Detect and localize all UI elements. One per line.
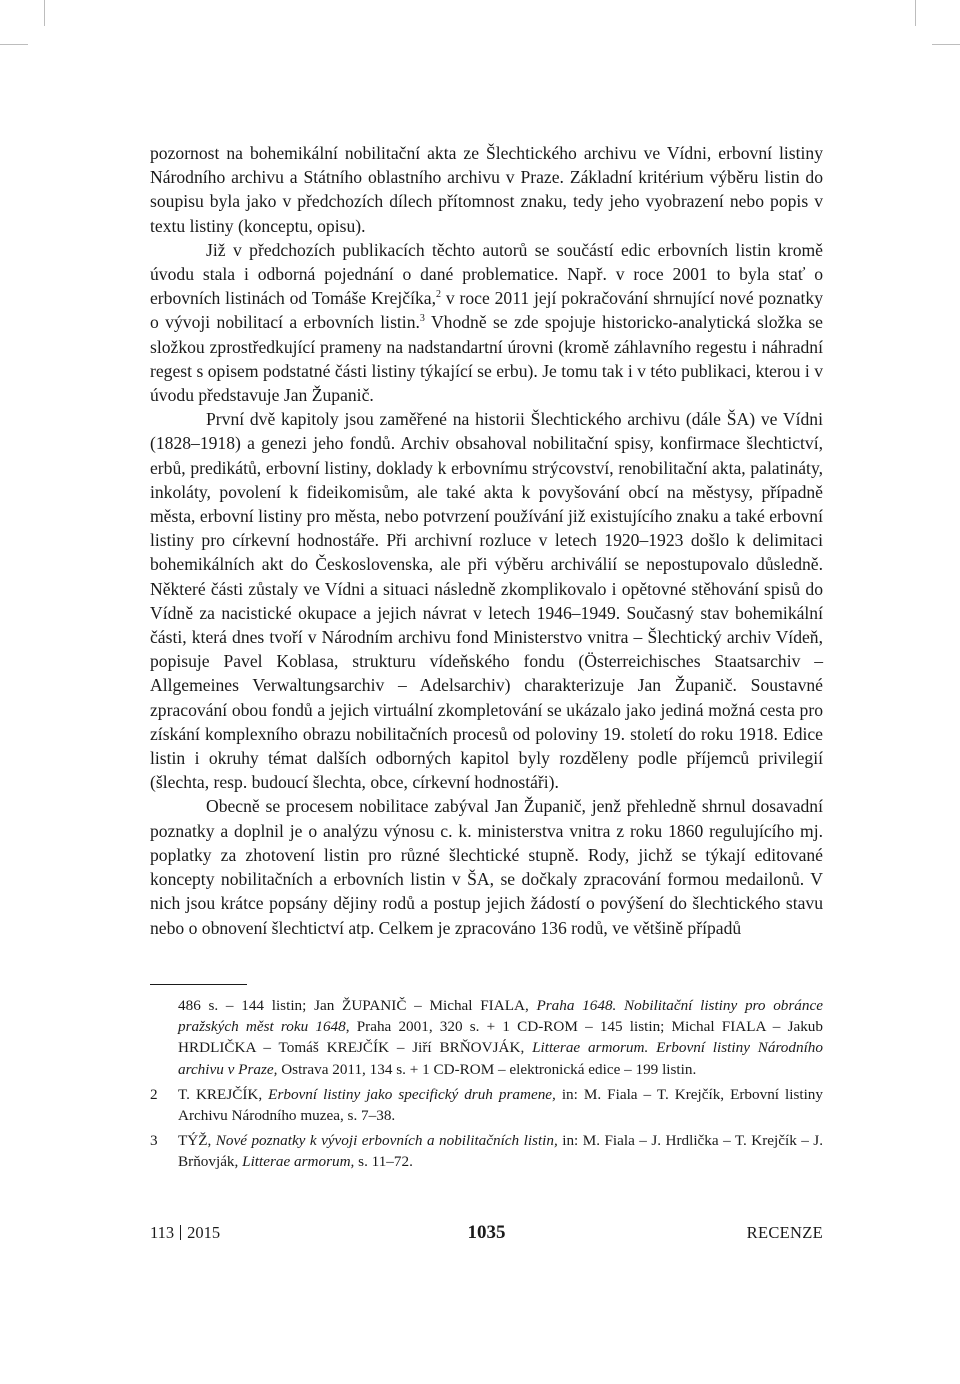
footnote-3: 3 TÝŽ, Nové poznatky k vývoji erbovních a nobilitačních listin, in: M. Fiala – J. Hrdlička – T. Krejčík – J. Brňovják, Litterae armorum, s. 11–72.	[150, 1132, 823, 1171]
footnotes	[150, 995, 823, 1177]
crop-mark-top-left	[0, 44, 28, 45]
footnote-ref-2[interactable]: 2	[436, 289, 442, 301]
paragraph-4: Obecně se procesem nobilitace zabýval Jan Županič, jenž přehledně shrnul dosavadní poznatky a doplnil je o analýzu výnosu c. k. ministerstva vnitra z roku 1860 regulujícího mj. poplatky za zhotovení listin pro různé šlechtické stupně. Rody, jichž se týkají editované koncepty nobilitačních a erbovních listin v ŠA, se dočkaly zpracování formou medailonů. V nich jsou krátce popsány dějiny rodů a postup jejich žádostí o povýšení do šlechtického stavu nebo o obnovení šlechtictví atp. Celkem je zpracováno 136 rodů, ve většině případů	[150, 796, 823, 938]
page-footer	[150, 1219, 823, 1249]
footnote-ref-3[interactable]: 3	[419, 313, 425, 325]
issue-info: 113 2015	[150, 1223, 221, 1242]
footnote-number: 2	[150, 1085, 158, 1103]
footnote-number: 3	[150, 1132, 158, 1150]
footnote-2: 2 T. KREJČÍK, Erbovní listiny jako specifický druh pramene, in: M. Fiala – T. Krejčík, Erbovní listiny Archivu Národního muzea, s. 7–38.	[150, 1085, 823, 1125]
paragraph-1: pozornost na bohemikální nobilitační akta ze Šlechtického archivu ve Vídni, erbovní listiny Národního archivu a Státního oblastního archivu v Praze. Základní kritérium výběru listin do soupisu byla jako v předchozích dílech přítomnost znaku, tedy jeho vyobrazení nebo popis v textu listiny (konceptu, opisu).	[150, 143, 823, 236]
crop-mark-top-right-v	[915, 0, 916, 26]
footnote-continuation: 486 s. – 144 listin; Jan ŽUPANIČ – Michal FIALA, Praha 1648. Nobilitační listiny pro obránce pražských měst roku 1648, Praha 2001, 320 s. + 1 CD-ROM – 145 listin; Michal FIALA – Jakub HRDLIČKA – Tomáš KREJČÍK – Jiří BRŇOVJÁK, Litterae armorum. Erbovní listiny Národního archivu v Praze, Ostrava 2011, 134 s. + 1 CD-ROM – elektronická edice – 199 listin.	[178, 997, 823, 1078]
main-text	[150, 141, 823, 940]
paragraph-3: První dvě kapitoly jsou zaměřené na historii Šlechtického archivu (dále ŠA) ve Vídni (1828–1918) a genezi jeho fondů. Archiv obsahoval nobilitační spisy, konfirmace šlechtictví, erbů, predikátů, erbovní listiny, doklady k erbovnímu strýcovství, renobilitační akta, palatináty, inkoláty, povolení k fideikomisům, ale také akta k povyšování obcí na městysy, případně města, erbovní listiny pro města, nebo potvrzení používání již existujícího znaku a také erbovní listiny pro církevní hodnostáře. Při archivní rozluce v letech 1920–1923 došlo k delimitaci bohemikálních akt do Československa, ale při výběru archiválií se nepostupovalo důsledně. Některé části zůstaly ve Vídni a situaci následně zkomplikovalo i opětovné stěhování spisů do Vídně za nacistické okupace a jejich návrat v letech 1946–1949. Současný stav bohemikální části, která dnes tvoří v Národním archivu fond Ministerstvo vnitra – Šlechtický archiv Vídeň, popisuje Pavel Koblasa, strukturu vídeňského fondu (Österreichisches Staatsarchiv – Allgemeines Verwaltungsarchiv – Adelsarchiv) charakterizuje Jan Županič. Soustavné zpracování obou fondů a jejich virtuální zkompletování se ukázalo jako jediná možná cesta pro získání komplexního obrazu nobilitačních procesů od poloviny 19. století do roku 1918. Edice listin i okruhy témat dalších odborných kapitol byly rozděleny podle příjemců privilegií (šlechta, resp. budoucí šlechta, obce, církevní hodnostáři).	[150, 409, 823, 793]
crop-mark-top-left-v	[44, 0, 45, 26]
footnote-divider	[150, 984, 247, 985]
crop-mark-top-right	[932, 44, 960, 45]
paragraph-2: Již v předchozích publikacích těchto autorů se součástí edic erbovních listin kromě úvodu stala i odborná pojednání o dané problematice. Např. v roce 2001 to byla stať o erbovních listinách od Tomáše Krejčíka,$^2$ v roce 2011 její pokračování shrnující nové poznatky o vývoji nobilitací a erbovních listin.$^3$ Vhodně se zde spojuje historicko-analytická složka se složkou zprostředkující prameny na nadstandartní úrovni (kromě záhlavního regestu i náhradní regest s opisem podstatné části listiny týkající se erbu). Je tomu tak i v této publikaci, kterou i v úvodu představuje Jan Županič.	[150, 239, 823, 406]
section-title: RECENZE	[746, 1223, 823, 1242]
page-number: 1035	[467, 1222, 506, 1243]
